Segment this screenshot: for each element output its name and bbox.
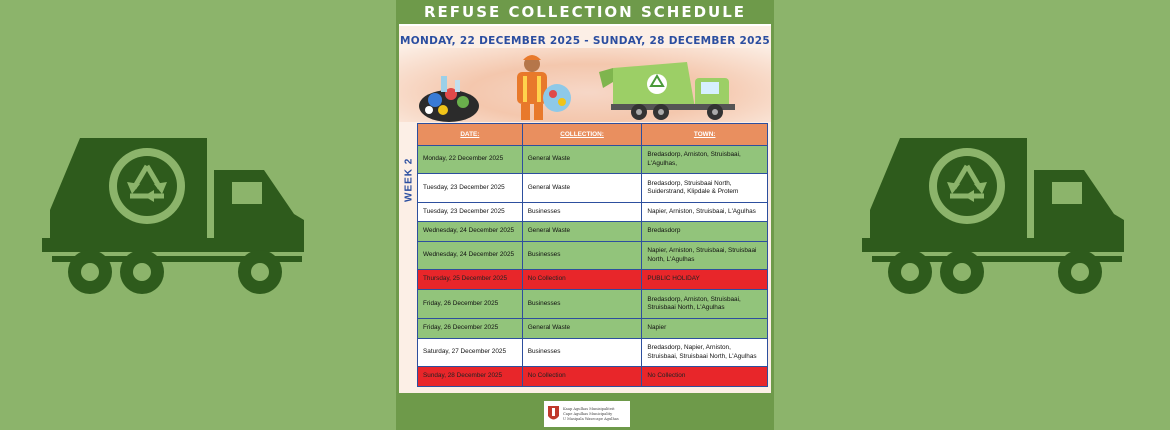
cell-town: Napier, Arniston, Struisbaai, L'Agulhas xyxy=(642,203,768,222)
table-row xyxy=(418,270,768,290)
cell-town: Bredasdorp, Napier, Arniston, Struisbaai, Struisbaai North, L'Agulhas xyxy=(642,339,768,367)
column-header-date: DATE: xyxy=(418,124,523,146)
table-row xyxy=(418,367,768,387)
municipality-logo xyxy=(544,401,630,427)
cell-town: PUBLIC HOLIDAY xyxy=(642,270,768,290)
cell-town: Bredasdorp xyxy=(642,222,768,242)
date-range: MONDAY, 22 DECEMBER 2025 - SUNDAY, 28 DECEMBER 2025 xyxy=(400,35,770,47)
cell-date: Friday, 26 December 2025 xyxy=(418,319,523,339)
cell-date: Saturday, 27 December 2025 xyxy=(418,339,523,367)
table-row xyxy=(418,242,768,270)
logo-line: U Masipala Wasecape Agulhas xyxy=(563,416,619,421)
cell-collection: Businesses xyxy=(522,203,642,222)
table-row xyxy=(418,319,768,339)
logo-line: Kaap Agulhas Munisipaliteit xyxy=(563,406,615,411)
cell-collection: General Waste xyxy=(522,174,642,203)
cell-collection: Businesses xyxy=(522,290,642,319)
cell-collection: Businesses xyxy=(522,339,642,367)
cell-collection: General Waste xyxy=(522,319,642,339)
table-row xyxy=(418,290,768,319)
logo-line: Cape Agulhas Municipality xyxy=(563,411,613,416)
table-row xyxy=(418,174,768,203)
crest-icon xyxy=(547,404,560,424)
cell-town: Napier, Arniston, Struisbaai, Struisbaai North, L'Agulhas xyxy=(642,242,768,270)
illustration-banner xyxy=(399,48,774,122)
table-header-row xyxy=(418,124,768,146)
waste-worker-icon xyxy=(517,55,571,120)
cell-date: Tuesday, 23 December 2025 xyxy=(418,203,523,222)
trash-pile-icon xyxy=(419,76,479,122)
cell-town: Bredasdorp, Struisbaai North, Suiderstrand, Klipdale & Protem xyxy=(642,174,768,203)
cell-collection: No Collection xyxy=(522,270,642,290)
cell-date: Tuesday, 23 December 2025 xyxy=(418,174,523,203)
poster-footer xyxy=(399,393,771,430)
cell-date: Friday, 26 December 2025 xyxy=(418,290,523,319)
column-header-town: TOWN: xyxy=(642,124,768,146)
cell-town: Bredasdorp, Arniston, Struisbaai, L'Agulhas, xyxy=(642,146,768,174)
cell-town: Napier xyxy=(642,319,768,339)
schedule-table xyxy=(417,123,768,387)
garbage-truck-recycle-icon xyxy=(42,130,307,295)
cell-town: No Collection xyxy=(642,367,768,387)
cell-date: Sunday, 28 December 2025 xyxy=(418,367,523,387)
table-row xyxy=(418,339,768,367)
table-row xyxy=(418,222,768,242)
cell-collection: General Waste xyxy=(522,222,642,242)
garbage-truck-recycle-icon xyxy=(862,130,1127,295)
cell-date: Wednesday, 24 December 2025 xyxy=(418,242,523,270)
cell-date: Thursday, 25 December 2025 xyxy=(418,270,523,290)
cell-collection: No Collection xyxy=(522,367,642,387)
cell-date: Monday, 22 December 2025 xyxy=(418,146,523,174)
cell-collection: Businesses xyxy=(522,242,642,270)
table-row xyxy=(418,146,768,174)
poster-title: REFUSE COLLECTION SCHEDULE xyxy=(399,0,771,26)
column-header-collection: COLLECTION: xyxy=(522,124,642,146)
garbage-truck-illustration xyxy=(599,62,735,120)
cell-date: Wednesday, 24 December 2025 xyxy=(418,222,523,242)
cell-town: Bredasdorp, Arniston, Struisbaai, Struisbaai North, L'Agulhas xyxy=(642,290,768,319)
table-row xyxy=(418,203,768,222)
cell-collection: General Waste xyxy=(522,146,642,174)
week-label: WEEK 2 xyxy=(403,157,415,203)
schedule-poster xyxy=(396,0,774,430)
